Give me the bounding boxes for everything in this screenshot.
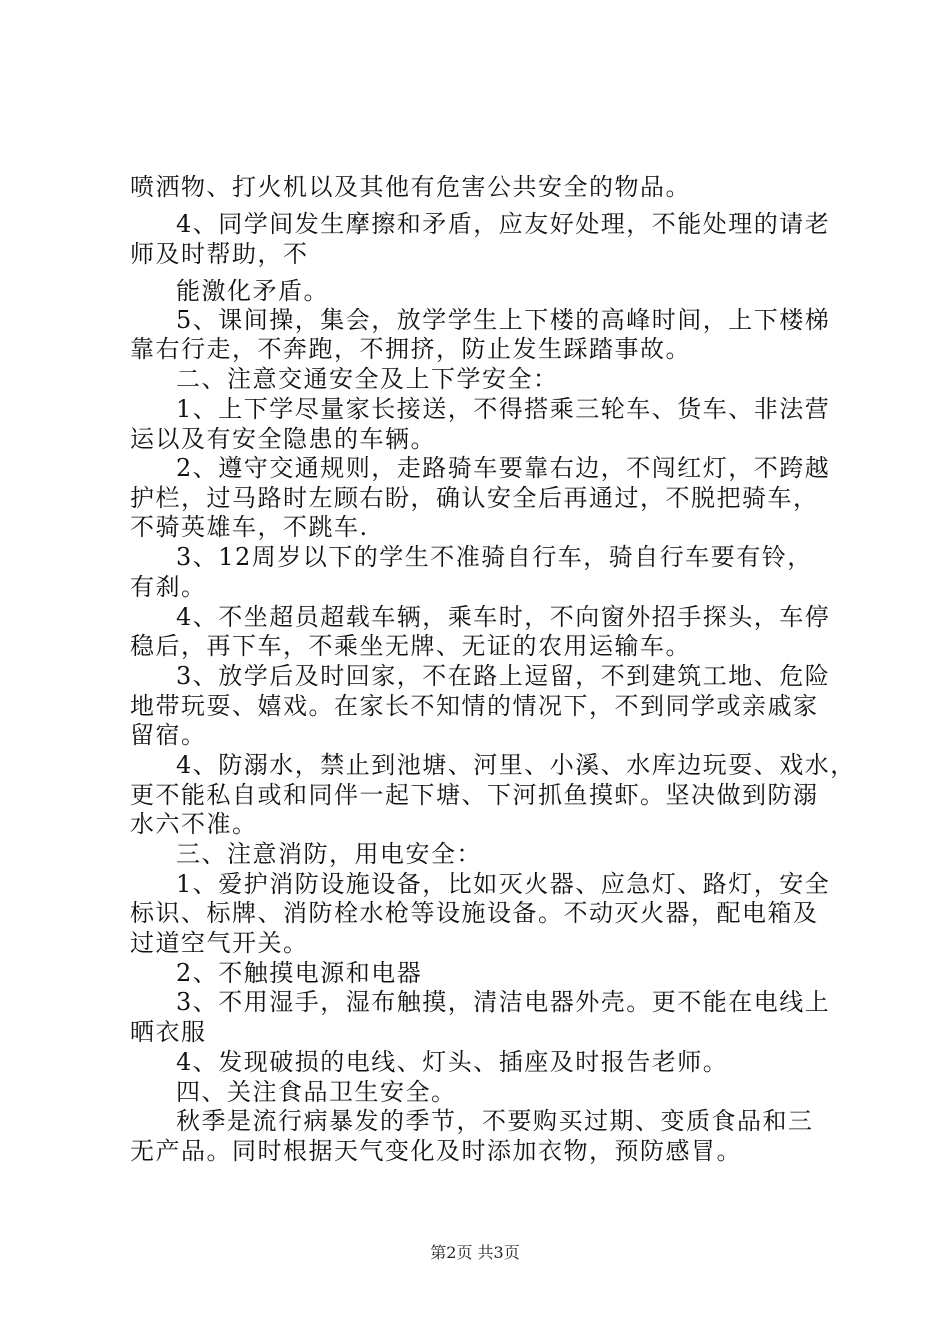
text-line: 4、同学间发生摩擦和矛盾，应友好处理，不能处理的请老 xyxy=(176,210,831,238)
text-line: 喷洒物、打火机以及其他有危害公共安全的物品。 xyxy=(130,173,691,201)
text-line: 1、上下学尽量家长接送，不得搭乘三轮车、货车、非法营 xyxy=(176,395,831,423)
text-line: 地带玩耍、嬉戏。在家长不知情的情况下，不到同学或亲戚家 xyxy=(130,692,819,720)
text-line: 3、12周岁以下的学生不准骑自行车，骑自行车要有铃， xyxy=(176,543,813,571)
text-line: 4、发现破损的电线、灯头、插座及时报告老师。 xyxy=(176,1048,729,1076)
text-line: 2、遵守交通规则，走路骑车要靠右边，不闯红灯，不跨越 xyxy=(176,454,831,482)
page-number-footer: 第2页 共3页 xyxy=(430,1243,520,1262)
text-line: 晒衣服 xyxy=(130,1018,207,1046)
text-line: 有刹。 xyxy=(130,573,207,601)
text-line: 师及时帮助，不 xyxy=(130,240,309,268)
text-line: 留宿。 xyxy=(130,721,207,749)
text-line: 靠右行走，不奔跑，不拥挤，防止发生踩踏事故。 xyxy=(130,335,691,363)
text-line: 标识、标牌、消防栓水枪等设施设备。不动灭火器，配电箱及 xyxy=(130,899,819,927)
section-heading-traffic: 二、注意交通安全及上下学安全： xyxy=(176,365,559,393)
section-heading-food: 四、关注食品卫生安全。 xyxy=(176,1078,457,1106)
text-line: 1、爱护消防设施设备，比如灭火器、应急灯、路灯，安全 xyxy=(176,870,831,898)
text-line: 水六不准。 xyxy=(130,810,258,838)
text-line: 不骑英雄车，不跳车. xyxy=(130,513,369,541)
text-line: 能激化矛盾。 xyxy=(176,277,329,305)
text-line: 5、课间操，集会，放学学生上下楼的高峰时间，上下楼梯 xyxy=(176,306,831,334)
text-line: 4、不坐超员超载车辆，乘车时，不向窗外招手探头，车停 xyxy=(176,603,831,631)
text-line: 无产品。同时根据天气变化及时添加衣物，预防感冒。 xyxy=(130,1137,742,1165)
text-line: 过道空气开关。 xyxy=(130,929,309,957)
text-line: 更不能私自或和同伴一起下塘、下河抓鱼摸虾。坚决做到防溺 xyxy=(130,781,819,809)
text-line: 护栏，过马路时左顾右盼，确认安全后再通过，不脱把骑车， xyxy=(130,484,819,512)
text-line: 4、防溺水，禁止到池塘、河里、小溪、水库边玩耍、戏水， xyxy=(176,751,856,779)
text-line: 2、不触摸电源和电器 xyxy=(176,959,423,987)
text-line: 3、不用湿手，湿布触摸，清洁电器外壳。更不能在电线上 xyxy=(176,988,831,1016)
text-line: 运以及有安全隐患的车辆。 xyxy=(130,425,436,453)
text-line: 3、放学后及时回家，不在路上逗留，不到建筑工地、危险 xyxy=(176,662,831,690)
text-line: 秋季是流行病暴发的季节，不要购买过期、变质食品和三 xyxy=(176,1107,814,1135)
text-line: 稳后，再下车，不乘坐无牌、无证的农用运输车。 xyxy=(130,632,691,660)
section-heading-fire: 三、注意消防，用电安全： xyxy=(176,840,482,868)
